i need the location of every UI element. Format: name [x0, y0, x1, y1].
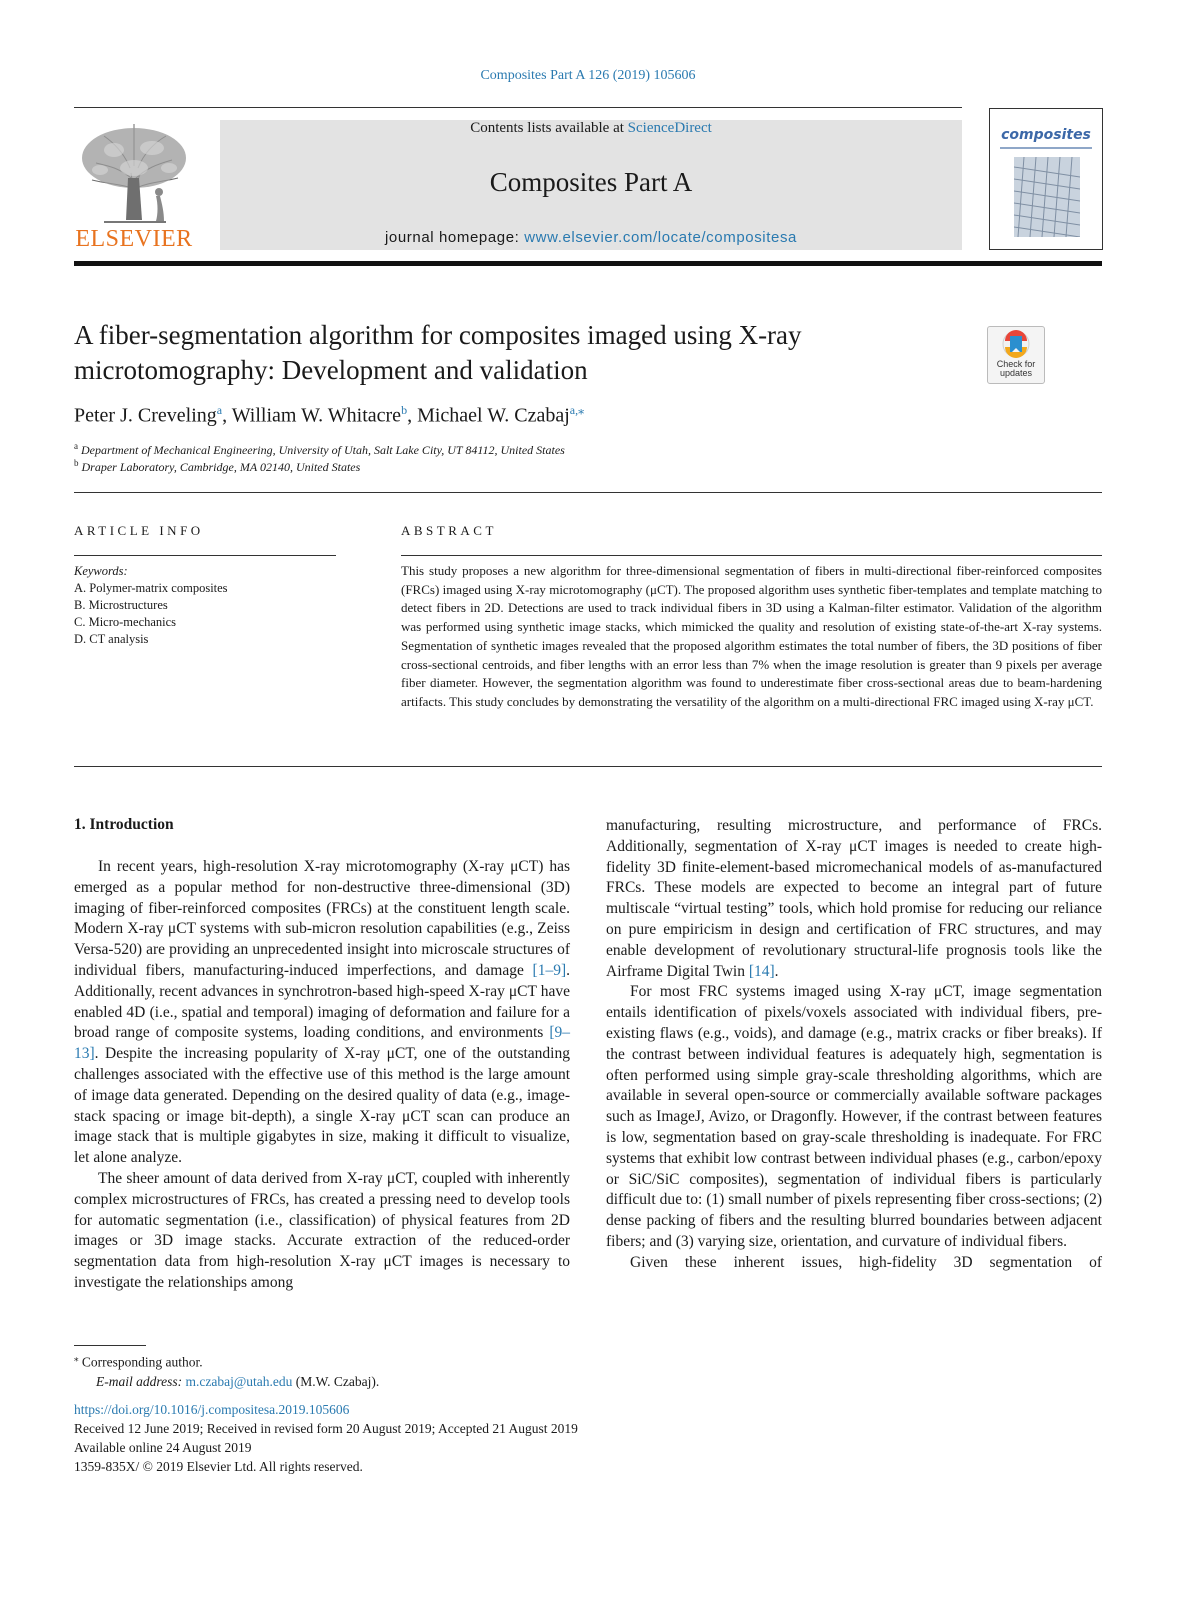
sciencedirect-link[interactable]: ScienceDirect	[627, 120, 712, 136]
article-info-heading: ARTICLE INFO	[74, 523, 204, 538]
abstract-rule	[401, 555, 1102, 556]
email-label: E-mail address:	[96, 1373, 183, 1389]
header-rule	[74, 107, 962, 108]
header-thick-rule	[74, 261, 1102, 266]
crossmark-label-line2: updates	[999, 368, 1033, 378]
paragraph-text: . Additionally, recent advances in synchrotron-based high-speed X-ray μCT have enabled 4D (i.e., spatial and temporal) imaging of deformation and failure for a broad range of composite systems, loading conditions, and environments	[74, 961, 570, 1042]
affiliation	[74, 458, 360, 475]
section-heading-introduction: 1. Introduction	[74, 816, 174, 833]
journal-reference[interactable]: Composites Part A 126 (2019) 105606	[480, 68, 696, 83]
affiliation-mark: b	[74, 458, 79, 468]
abstract-bottom-rule	[74, 766, 1102, 767]
body-paragraph	[74, 857, 570, 1169]
keywords-block	[74, 563, 336, 648]
paragraph-text: .	[774, 962, 779, 980]
citation-link[interactable]: [9–13]	[74, 1024, 570, 1063]
abstract-text: This study proposes a new algorithm for three-dimensional segmentation of fibers in multi-directional fiber-reinforced composites (FRCs) imaged using X-ray microtomography (μCT). The proposed algorithm uses synthetic fiber-templates and template matching to detect fibers in 2D. Detections are used to track individual fibers in 3D using a Kalman-filter estimator. Validation of the algorithm was performed using synthetic image stacks, which mimicked the quality and resolution of existing state-of-the-art X-ray systems. Segmentation of synthetic images revealed that the proposed algorithm estimates the total number of fibers, the 3D positions of fiber cross-sectional centroids, and fiber lengths with an error less than 7% when the image resolution is greater than 9 pixels per average fiber diameter. However, the segmentation algorithm was found to underestimate fiber cross-sectional areas due to beam-hardening artifacts. This study concludes by demonstrating the versatility of the algorithm on a multi-directional FRC imaged using X-ray μCT.	[401, 563, 1102, 709]
body-column-right	[606, 816, 1102, 1274]
corresponding-text: Corresponding author.	[78, 1354, 203, 1370]
crossmark-icon	[988, 327, 1044, 361]
affiliation	[74, 441, 565, 458]
article-info-rule	[74, 555, 336, 556]
paragraph-text: In recent years, high-resolution X-ray microtomography (X-ray μCT) has emerged as a popular method for non-destructive three-dimensional (3D) imaging of fiber-reinforced composites (FRCs) at the constituent length scale. Modern X-ray μCT systems with sub-micron resolution capabilities (e.g., Zeiss Versa-520) are providing an unprecedented insight into microscale structures of individual fibers, manufacturing-induced imperfections, and damage	[74, 858, 570, 979]
affiliation-text: Department of Mechanical Engineering, University of Utah, Salt Lake City, UT 84112, United States	[81, 443, 565, 457]
body-paragraph: The sheer amount of data derived from X-ray μCT, coupled with inherently complex microstructures of FRCs, has created a pressing need to develop tools for automatic segmentation (i.e., classification) of physical features from 2D images or 3D image stacks. Accurate extraction of the reduced-order segmentation data from high-resolution X-ray μCT images is necessary to investigate the relationships among	[74, 1169, 570, 1291]
keyword-item: D. CT analysis	[74, 632, 149, 646]
homepage-line	[220, 229, 962, 246]
citation-link[interactable]: [1–9]	[532, 961, 567, 979]
body-column-left	[74, 857, 570, 1294]
cover-image	[1014, 157, 1080, 237]
available-online-date: Available online 24 August 2019	[74, 1440, 252, 1455]
journal-banner	[220, 120, 962, 250]
elsevier-wordmark: ELSEVIER	[75, 226, 193, 252]
keyword-item: B. Microstructures	[74, 598, 168, 612]
affiliation-text: Draper Laboratory, Cambridge, MA 02140, United States	[81, 460, 361, 474]
email-link[interactable]: m.czabaj@utah.edu	[185, 1373, 293, 1389]
affiliation-mark: a	[74, 441, 78, 451]
homepage-prefix: journal homepage:	[384, 229, 525, 246]
crossmark-label	[988, 360, 1044, 378]
copyright-line: 1359-835X/ © 2019 Elsevier Ltd. All rights reserved.	[74, 1459, 363, 1474]
received-dates: Received 12 June 2019; Received in revised form 20 August 2019; Accepted 21 August 2019	[74, 1421, 578, 1436]
cover-title: composites	[1001, 127, 1091, 143]
crossmark-label-line1: Check for	[996, 359, 1036, 369]
abstract-heading: ABSTRACT	[401, 523, 497, 538]
doi-link[interactable]: https://doi.org/10.1016/j.compositesa.2019.105606	[74, 1402, 350, 1417]
email-note	[74, 1372, 379, 1391]
email-suffix: (M.W. Czabaj).	[292, 1373, 380, 1389]
contents-prefix: Contents lists available at	[470, 120, 628, 136]
keywords-label: Keywords:	[74, 564, 128, 578]
article-title: A fiber-segmentation algorithm for composites imaged using X-ray microtomography: Development and validation	[74, 320, 802, 385]
keyword-item: C. Micro-mechanics	[74, 615, 177, 629]
contents-line	[220, 120, 962, 137]
author-name: William W. Whitacre	[231, 404, 402, 427]
paragraph-text: manufacturing, resulting microstructure, and performance of FRCs. Additionally, segmentation of X-ray μCT images is needed to create high-fidelity 3D finite-element-based micromechanical models of as-manufactured FRCs. These models are expected to become an integral part of future multiscale “virtual testing” tools, which hold promise for reducing our reliance on pure empiricism in design and certification of FRC structures, and may enable development of revolutionary structural-life prognosis tools like the Airframe Digital Twin	[606, 817, 1102, 980]
author-affiliation-mark[interactable]: b	[401, 403, 408, 417]
journal-title: Composites Part A	[489, 167, 693, 197]
body-paragraph	[606, 816, 1102, 982]
footnote-mark: ⁎	[74, 1353, 79, 1363]
keyword-item: A. Polymer-matrix composites	[74, 581, 228, 595]
body-paragraph: Given these inherent issues, high-fidelity 3D segmentation of	[630, 1253, 1102, 1271]
author-list: Peter J. Creveling$^a$, William W. Whitacre$^b$, Michael W. Czabaj$^{a,⁎}$	[74, 403, 585, 427]
homepage-link[interactable]: www.elsevier.com/locate/compositesa	[524, 229, 797, 246]
paragraph-text: . Despite the increasing popularity of X-ray μCT, one of the outstanding challenges associated with the effective use of this method is the large amount of image data generated. Depending on the desired quality of data (e.g., image-stack spacing or image bit-depth), a single X-ray μCT scan can produce an image stack that is multiple gigabytes in size, making it difficult to visualize, let alone analyze.	[74, 1045, 570, 1167]
author-name: Peter J. Creveling	[74, 404, 217, 427]
publication-info	[74, 1400, 578, 1476]
check-for-updates-badge[interactable]	[987, 326, 1045, 384]
journal-cover-thumbnail[interactable]	[989, 108, 1103, 250]
cover-subtitle-bar	[1000, 147, 1092, 149]
author-affiliation-mark[interactable]: a,⁎	[569, 403, 585, 417]
corresponding-author-note	[74, 1349, 379, 1372]
footnote-block	[74, 1349, 379, 1391]
footnote-rule	[74, 1345, 146, 1346]
citation-link[interactable]: [14]	[748, 962, 775, 980]
author-name: Michael W. Czabaj	[417, 404, 570, 427]
body-paragraph: For most FRC systems imaged using X-ray μCT, image segmentation entails identification of pixels/voxels associated with individual fibers, pre-existing flaws (e.g., voids), and damage (e.g., matrix cracks or fiber breaks). If the contrast between individual features is adequately high, segmentation is often performed using simple gray-scale thresholding algorithms, which are available in several open-source or commercially available software packages such as ImageJ, Avizo, or Dragonfly. However, if the contrast between features is low, segmentation based on gray-scale thresholding is inadequate. For FRC systems that exhibit low contrast between individual phases (e.g., carbon/epoxy or SiC/SiC composites), segmentation of individual fibers is particularly difficult due to: (1) small number of pixels representing fiber cross-sections; (2) dense packing of fibers and the resulting blurred boundaries between adjacent fibers; and (3) varying size, orientation, and curvature of individual fibers.	[606, 983, 1102, 1250]
author-affiliation-mark[interactable]: a	[216, 403, 223, 417]
title-block-rule	[74, 492, 1102, 493]
